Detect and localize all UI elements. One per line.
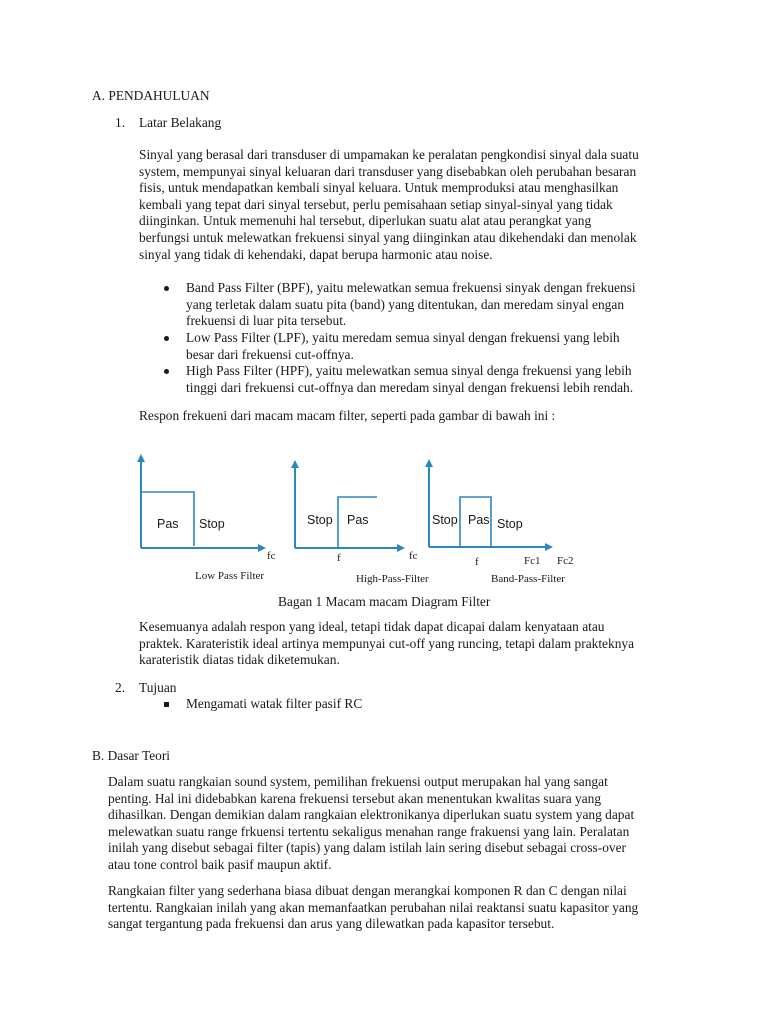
bullet-line: tinggi dari frekuensi cut-offnya dan meredam sinyal dengan frekuensi lebih rendah. xyxy=(186,379,634,395)
section-b-heading: B. Dasar Teori xyxy=(92,748,171,763)
theory-line: Dalam suatu rangkaian sound system, pemilihan frekuensi output merupakan hal yang sangat xyxy=(108,774,608,789)
bullet-line: Low Pass Filter (LPF), yaitu meredam semua sinyal dengan frekuensi yang lebih xyxy=(186,330,620,345)
hpf-pass-label: Pas xyxy=(347,513,369,527)
bpf-stop-right-label: Stop xyxy=(497,517,523,531)
bpf-diagram xyxy=(429,462,574,568)
bpf-stop-left-label: Stop xyxy=(432,513,458,527)
hpf-stop-label: Stop xyxy=(307,513,333,527)
intro-line: kembali yang tepat dari sinyal tersebut, perlu pemisahaan setiap sinyal-sinyal yang tidak xyxy=(139,196,613,212)
bpf-f-label: f xyxy=(475,556,479,568)
item1-number: 1. xyxy=(115,115,126,130)
figure-caption: Bagan 1 Macam macam Diagram Filter xyxy=(278,594,491,609)
section-a-heading: A. PENDAHULUAN xyxy=(92,88,210,103)
theory-line: atau tone control baik pasif maupun aktif. xyxy=(108,856,332,872)
bullet-line: Band Pass Filter (BPF), yaitu melewatkan semua frekuensi sinyak dengan frekuensi xyxy=(186,280,636,295)
theory-paragraph-2 xyxy=(108,883,638,933)
intro-line: berfungsi untuk melewatkan frekuensi sinyal yang diinginkan atau dikehendaki dan menolak xyxy=(139,229,637,245)
bullet-line: High Pass Filter (HPF), yaitu melewatkan semua sinyal denga frekuensi yang lebih xyxy=(186,363,632,378)
intro-line: sinyal yang tidak di kehendaki, dapat berupa harmonic atau noise. xyxy=(139,246,493,262)
lpf-diagram xyxy=(141,457,276,562)
bullet-line: yang terletak dalam suatu pita (band) yang ditentukan, dan meredam sinyal engan xyxy=(186,296,625,312)
theory-line: tertentu. Rangkaian inilah yang akan memanfaatkan perubahan nilai reaktansi suatu kapasitor yang xyxy=(108,899,639,915)
bpf-pass-label: Pas xyxy=(468,513,490,527)
hpf-diagram xyxy=(295,463,418,564)
bpf-fc2-label: Fc2 xyxy=(557,555,574,567)
intro-line: system, mempunyai sinyal keluaran dari transduser yang disebabkan oleh perubahan besaran xyxy=(139,163,637,179)
theory-paragraph-1 xyxy=(108,774,634,874)
hpf-f-label: f xyxy=(337,552,341,564)
tujuan-bullet: Mengamati watak filter pasif RC xyxy=(186,696,363,711)
theory-line: penting. Hal ini didebabkan karena frekuensi tersebut akan menentukan kwalitas suara yang xyxy=(108,790,602,806)
theory-line: melewatkan suatu range frkuensi tertentu sekaligus menahan range frakuensi yang lain. Peralatan xyxy=(108,823,630,839)
bpf-name: Band-Pass-Filter xyxy=(491,573,565,585)
summary-paragraph xyxy=(139,619,634,669)
lpf-pass-label: Pas xyxy=(157,517,179,531)
item2-title: Tujuan xyxy=(139,680,177,695)
lpf-axis-label: fc xyxy=(267,550,276,562)
item2-number: 2. xyxy=(115,680,126,695)
respon-line: Respon frekueni dari macam macam filter, seperti pada gambar di bawah ini : xyxy=(139,408,556,423)
theory-line: Rangkaian filter yang sederhana biasa dibuat dengan merangkai komponen R dan C dengan nilai xyxy=(108,883,627,898)
summary-line: praktek. Karateristik ideal artinya mempunyai cut-off yang runcing, tetapi dalam prakteknya xyxy=(139,635,635,651)
bullet-line: frekuensi di luar pita tersebut. xyxy=(186,313,347,329)
theory-line: inilah yang disebut sebagai filter (tapis) yang dalam istilah lain sering disebut sebagai cross-over xyxy=(108,840,626,856)
intro-line: diinginkan. Untuk memenuhi hal tersebut, diperlukan suatu alat atau perangkat yang xyxy=(139,213,592,229)
bullet-square-icon xyxy=(164,702,169,707)
summary-line: Kesemuanya adalah respon yang ideal, tetapi tidak dapat dicapai dalam kenyataan atau xyxy=(139,619,605,634)
intro-line: fisis, untuk mendapatkan kembali sinyal keluara. Untuk memproduksi atau menghasilkan xyxy=(139,180,619,196)
lpf-stop-label: Stop xyxy=(199,517,225,531)
theory-line: dihasilkan. Dengan demikian dalam rangkaian elektronikanya diperlukan suatu system yang dapat xyxy=(108,807,635,823)
bullet-line: besar dari frekuensi cut-offnya. xyxy=(186,346,354,362)
hpf-fc-label: fc xyxy=(409,550,418,562)
theory-line: sangat tergantung pada frekuensi dan arus yang dilewatkan pada kapasitor tersebut. xyxy=(108,916,555,932)
intro-line: Sinyal yang berasal dari transduser di umpamakan ke peralatan pengkondisi sinyal dala suatu xyxy=(139,147,639,162)
hpf-name: High-Pass-Filter xyxy=(356,573,429,585)
item1-title: Latar Belakang xyxy=(139,115,222,130)
summary-line: karateristik diatas tidak diketemukan. xyxy=(139,652,340,668)
lpf-name: Low Pass Filter xyxy=(195,570,265,582)
bpf-fc1-label: Fc1 xyxy=(524,555,541,567)
